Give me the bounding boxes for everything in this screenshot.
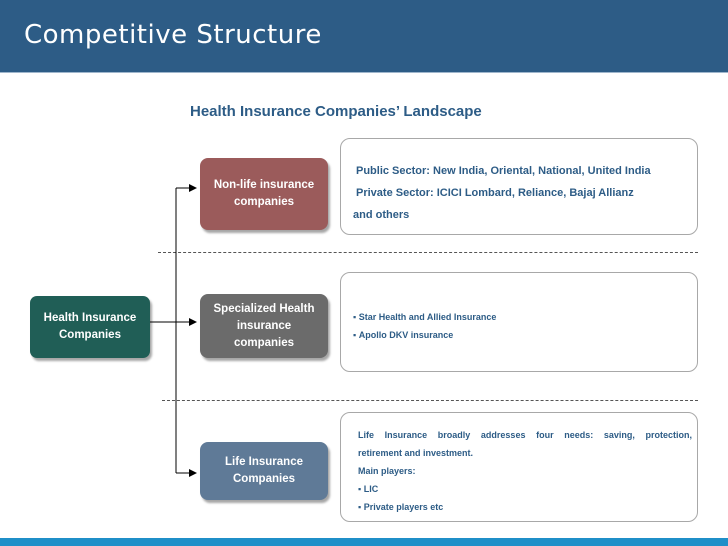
- list-item: ▪ LIC: [358, 484, 378, 494]
- diagram-title: Health Insurance Companies’ Landscape: [190, 103, 482, 120]
- node-life-insurance: [200, 442, 328, 500]
- node-label: Companies: [58, 329, 121, 341]
- list-item: ▪ Apollo DKV insurance: [353, 330, 453, 340]
- list-item: ▪ Star Health and Allied Insurance: [353, 312, 496, 322]
- node-label: Health Insurance: [43, 312, 137, 324]
- detail-line: retirement and investment.: [358, 448, 474, 458]
- details-non-life: [340, 138, 698, 235]
- list-item: ▪ Private players etc: [358, 502, 443, 512]
- page-title: Competitive Structure: [24, 20, 322, 50]
- node-non-life-insurance: [200, 158, 328, 230]
- detail-line: Main players:: [358, 466, 416, 476]
- details-life: [340, 412, 698, 522]
- node-label: Life Insurance Companies: [225, 456, 303, 485]
- footer-bar: [0, 538, 728, 546]
- detail-line: and others: [353, 209, 410, 221]
- detail-line: Public Sector: New India, Oriental, National, United India: [356, 165, 651, 177]
- detail-line: Life Insurance broadly addresses four needs: saving, protection,: [358, 430, 692, 440]
- node-health-insurance-companies: [30, 296, 150, 358]
- node-label: Specialized Health insurance companies: [213, 302, 315, 349]
- node-specialized-health-insurance: [200, 294, 328, 358]
- details-specialized: [340, 272, 698, 372]
- node-label: Non-life insurance companies: [213, 179, 315, 208]
- detail-line: Private Sector: ICICI Lombard, Reliance, Bajaj Allianz: [356, 187, 634, 199]
